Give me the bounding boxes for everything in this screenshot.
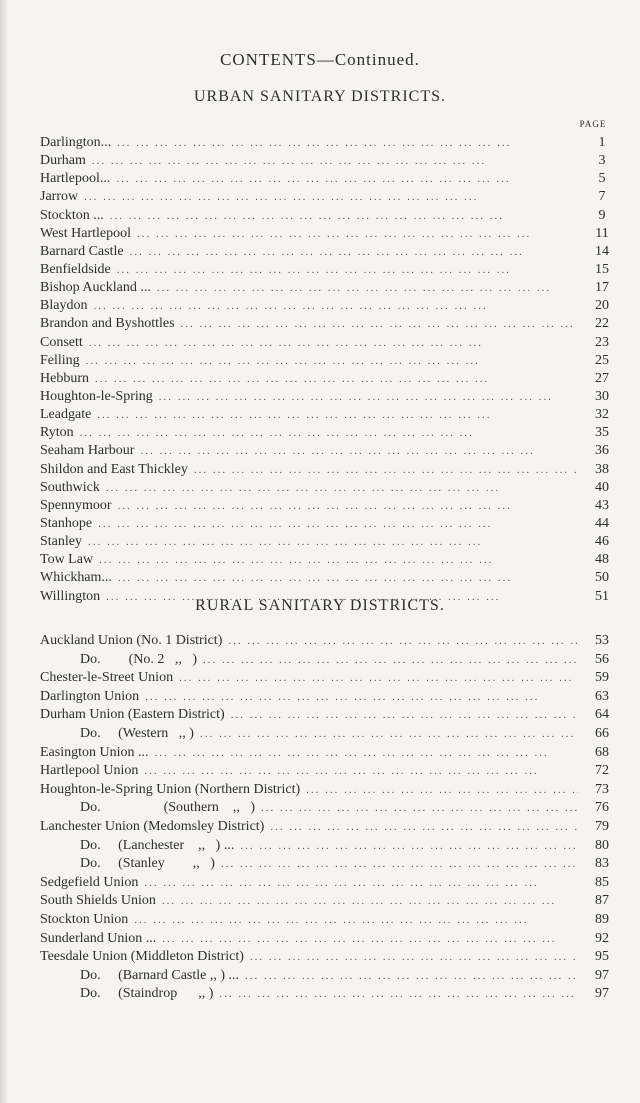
toc-row <box>40 799 620 818</box>
toc-entry-label: Whickham... <box>40 570 112 586</box>
toc-row <box>40 651 620 670</box>
toc-entry-label: Stanley <box>40 534 82 550</box>
leader-dots <box>231 706 578 725</box>
toc-entry-label: Southwick <box>40 479 100 495</box>
toc-row <box>40 515 620 533</box>
leader-dots <box>80 424 578 442</box>
leader-dots <box>92 152 578 170</box>
toc-row <box>40 388 620 406</box>
leader-dots <box>118 569 578 587</box>
toc-entry-label: Stockton Union <box>40 911 129 927</box>
leader-dots <box>144 874 578 893</box>
toc-page-number: 68 <box>595 744 609 760</box>
toc-row <box>40 874 620 893</box>
toc-page-number: 27 <box>595 370 609 386</box>
toc-page-number: 5 <box>598 171 606 187</box>
toc-page-number: 48 <box>595 552 609 568</box>
toc-entry-label: Shildon and East Thickley <box>40 461 188 477</box>
toc-page-number: 53 <box>595 633 609 648</box>
toc-page-number: 46 <box>595 534 609 550</box>
leader-dots <box>98 515 578 533</box>
toc-row <box>40 207 620 225</box>
toc-row <box>40 334 620 352</box>
toc-page-number: 76 <box>595 800 609 816</box>
toc-page-number: 87 <box>595 893 609 909</box>
toc-entry-label: Hartlepool... <box>40 171 111 187</box>
leader-dots <box>181 315 578 333</box>
toc-entry-label: Stockton ... <box>40 207 104 223</box>
leader-dots <box>200 725 578 744</box>
toc-entry-label: Do. (No. 2 ,, ) <box>80 651 198 667</box>
leader-dots <box>250 948 578 967</box>
toc-entry-label: Tow Law <box>40 552 94 568</box>
toc-entry-label: Stanhope <box>40 515 93 531</box>
toc-page-number: 97 <box>595 967 609 983</box>
toc-row <box>40 533 620 551</box>
leader-dots <box>155 744 579 763</box>
page-column-header: PAGE <box>579 119 607 129</box>
toc-page-number: 9 <box>598 207 606 223</box>
toc-row <box>40 569 620 587</box>
toc-row <box>40 188 620 206</box>
toc-row <box>40 948 620 967</box>
toc-entry-label: Do. (Staindrop ,, ) <box>80 986 214 1002</box>
toc-entry-label: Hebburn <box>40 370 89 386</box>
leader-dots <box>84 188 578 206</box>
toc-entry-label: Do. (Barnard Castle ,, ) ... <box>80 967 240 983</box>
toc-entry-label: Darlington Union <box>40 688 140 704</box>
leader-dots <box>89 334 578 352</box>
toc-entry-label: Benfieldside <box>40 261 111 277</box>
toc-entry-label: Durham Union (Eastern District) <box>40 707 225 723</box>
toc-page-number: 85 <box>595 874 609 890</box>
toc-page-number: 20 <box>595 298 609 314</box>
toc-page-number: 43 <box>595 497 609 513</box>
leader-dots <box>99 551 578 569</box>
toc-entry-label: Jarrow <box>40 189 79 205</box>
leader-dots <box>145 688 578 707</box>
leader-dots <box>117 134 578 152</box>
leader-dots <box>240 837 578 856</box>
leader-dots <box>270 818 578 837</box>
toc-page-number: 50 <box>595 570 609 586</box>
leader-dots <box>117 261 578 279</box>
toc-entry-label: Barnard Castle <box>40 243 124 259</box>
toc-page-number: 72 <box>595 763 609 779</box>
toc-row <box>40 497 620 515</box>
toc-page-number: 79 <box>595 818 609 834</box>
toc-row <box>40 855 620 874</box>
toc-row <box>40 152 620 170</box>
toc-row <box>40 442 620 460</box>
toc-entry-label: Lanchester Union (Medomsley District) <box>40 818 265 834</box>
toc-entry-label: Bishop Auckland ... <box>40 280 151 296</box>
toc-row <box>40 551 620 569</box>
toc-entry-label: Felling <box>40 352 80 368</box>
toc-row <box>40 479 620 497</box>
toc-row <box>40 985 620 1004</box>
leader-dots <box>110 207 578 225</box>
leader-dots <box>162 930 578 949</box>
toc-entry-label: Sunderland Union ... <box>40 930 157 946</box>
toc-page-number: 56 <box>595 651 609 667</box>
toc-row <box>40 170 620 188</box>
toc-page-number: 80 <box>595 837 609 853</box>
rural-contents-list <box>40 632 620 1004</box>
toc-page-number: 17 <box>595 280 609 296</box>
toc-page-number: 11 <box>595 225 609 241</box>
rural-section-title: RURAL SANITARY DISTRICTS. <box>195 597 445 614</box>
toc-row <box>40 725 620 744</box>
leader-dots <box>219 985 578 1004</box>
leader-dots <box>306 781 578 800</box>
toc-entry-label: Sedgefield Union <box>40 874 139 890</box>
toc-page-number: 59 <box>595 670 609 686</box>
toc-row <box>40 930 620 949</box>
toc-page-number: 97 <box>595 986 609 1002</box>
toc-entry-label: Leadgate <box>40 407 92 423</box>
toc-page-number: 25 <box>595 352 609 368</box>
toc-entry-label: Do. (Lanchester ,, ) ... <box>80 837 235 853</box>
toc-row <box>40 261 620 279</box>
leader-dots <box>106 479 578 497</box>
leader-dots <box>134 911 578 930</box>
toc-entry-label: Teesdale Union (Middleton District) <box>40 949 244 965</box>
toc-row <box>40 370 620 388</box>
toc-row <box>40 461 620 479</box>
toc-entry-label: Hartlepool Union <box>40 763 139 779</box>
toc-entry-label: Consett <box>40 334 83 350</box>
toc-row <box>40 706 620 725</box>
toc-page-number: 73 <box>595 781 609 797</box>
leader-dots <box>144 762 578 781</box>
toc-page-number: 66 <box>595 725 609 741</box>
leader-dots <box>261 799 578 818</box>
toc-entry-label: Darlington... <box>40 135 112 150</box>
toc-row <box>40 243 620 261</box>
toc-row <box>40 669 620 688</box>
toc-page-number: 14 <box>595 243 609 259</box>
page-title: CONTENTS—Continued. <box>220 50 420 69</box>
toc-entry-label: Durham <box>40 153 86 169</box>
leader-dots <box>93 297 578 315</box>
toc-row <box>40 406 620 424</box>
toc-entry-label: Auckland Union (No. 1 District) <box>40 633 223 648</box>
urban-section-title: URBAN SANITARY DISTRICTS. <box>193 88 447 105</box>
toc-entry-label: Seaham Harbour <box>40 443 135 459</box>
toc-row <box>40 632 620 651</box>
toc-entry-label: West Hartlepool <box>40 225 132 241</box>
toc-page-number: 7 <box>598 189 606 205</box>
leader-dots <box>194 461 578 479</box>
leader-dots <box>221 855 578 874</box>
toc-page-number: 3 <box>598 153 606 169</box>
toc-row <box>40 297 620 315</box>
toc-page-number: 35 <box>595 425 609 441</box>
leader-dots <box>179 669 578 688</box>
toc-page-number: 1 <box>598 135 606 150</box>
toc-page-number: 40 <box>595 479 609 495</box>
toc-row <box>40 688 620 707</box>
toc-entry-label: Easington Union ... <box>40 744 149 760</box>
toc-page-number: 83 <box>595 856 609 872</box>
toc-page-number: 63 <box>595 688 609 704</box>
toc-entry-label: Chester-le-Street Union <box>40 670 174 686</box>
toc-entry-label: Do. (Western ,, ) <box>80 725 194 741</box>
leader-dots <box>137 225 578 243</box>
toc-entry-label: Ryton <box>40 425 74 441</box>
toc-row <box>40 892 620 911</box>
toc-page-number: 38 <box>595 461 609 477</box>
toc-page-number: 36 <box>595 443 609 459</box>
toc-page-number: 23 <box>595 334 609 350</box>
toc-row <box>40 134 620 152</box>
toc-row <box>40 762 620 781</box>
toc-row <box>40 781 620 800</box>
toc-row <box>40 225 620 243</box>
urban-contents-list <box>40 134 620 606</box>
toc-row <box>40 837 620 856</box>
toc-row <box>40 967 620 986</box>
toc-page-number: 92 <box>595 930 609 946</box>
toc-row <box>40 352 620 370</box>
toc-entry-label: Brandon and Byshottles <box>40 316 175 332</box>
toc-row <box>40 424 620 442</box>
leader-dots <box>118 497 578 515</box>
toc-entry-label: Spennymoor <box>40 497 112 513</box>
leader-dots <box>203 651 578 670</box>
leader-dots <box>86 352 578 370</box>
leader-dots <box>130 243 578 261</box>
toc-page-number: 89 <box>595 911 609 927</box>
toc-entry-label: Blaydon <box>40 298 88 314</box>
leader-dots <box>88 533 578 551</box>
toc-entry-label: Houghton-le-Spring <box>40 388 153 404</box>
toc-page-number: 22 <box>595 316 609 332</box>
toc-page-number: 95 <box>595 949 609 965</box>
leader-dots <box>162 892 578 911</box>
leader-dots <box>157 279 578 297</box>
toc-entry-label: Willington <box>40 588 101 604</box>
toc-page-number: 30 <box>595 388 609 404</box>
toc-row <box>40 911 620 930</box>
leader-dots <box>97 406 578 424</box>
leader-dots <box>116 170 578 188</box>
toc-page-number: 44 <box>595 515 609 531</box>
toc-row <box>40 744 620 763</box>
leader-dots <box>140 442 578 460</box>
toc-page-number: 51 <box>595 588 609 604</box>
toc-entry-label: Do. (Southern ,, ) <box>80 800 255 816</box>
toc-entry-label: South Shields Union <box>40 893 156 909</box>
toc-entry-label: Houghton-le-Spring Union (Northern District) <box>40 781 301 797</box>
toc-row <box>40 315 620 333</box>
toc-page-number: 32 <box>595 407 609 423</box>
leader-dots <box>245 967 578 986</box>
toc-row <box>40 818 620 837</box>
page-binding-edge <box>0 0 8 1103</box>
toc-entry-label: Do. (Stanley ,, ) <box>80 856 215 872</box>
toc-row <box>40 279 620 297</box>
leader-dots <box>95 370 578 388</box>
toc-page-number: 15 <box>595 261 609 277</box>
leader-dots <box>228 632 578 651</box>
toc-page-number: 64 <box>595 707 609 723</box>
leader-dots <box>159 388 578 406</box>
